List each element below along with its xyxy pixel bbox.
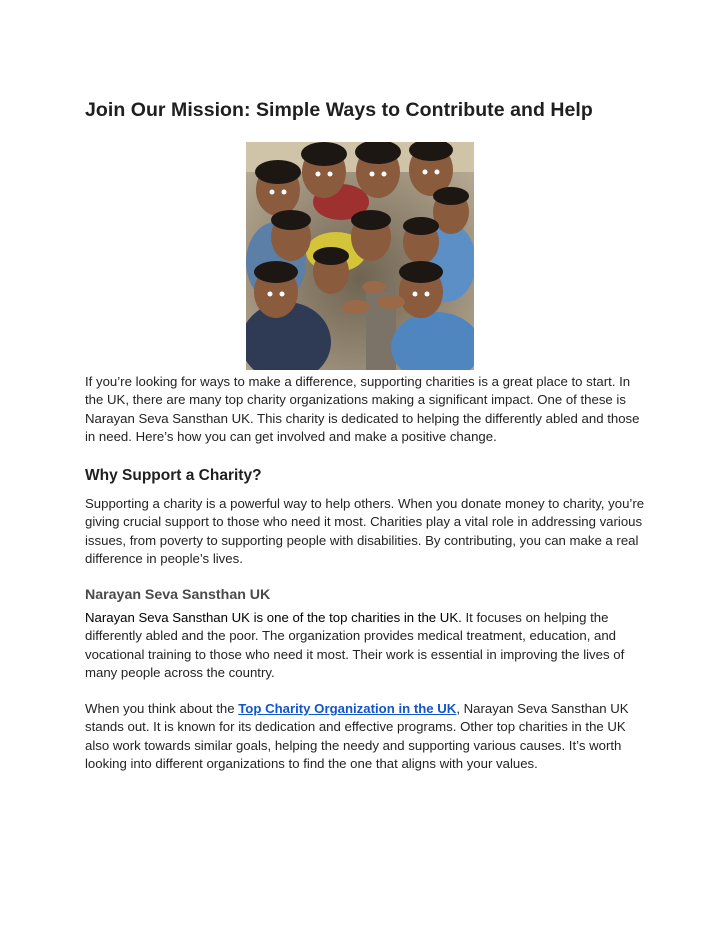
closing-paragraph	[85, 700, 645, 773]
closing-text-after: , Narayan Seva Sansthan UK stands out. It is known for its dedication and effective programs. Other top charities in the UK also work towards similar goals, helping the needy and supporting various causes. It’s worth looking into different organizations to find the one that aligns with your values.	[85, 701, 629, 771]
narayan-seva-lead-sentence: Narayan Seva Sansthan UK is one of the top charities in the UK.	[85, 610, 462, 625]
why-support-heading: Why Support a Charity?	[85, 467, 262, 484]
page-title: Join Our Mission: Simple Ways to Contribute and Help	[85, 99, 593, 121]
top-charity-link[interactable]: Top Charity Organization in the UK	[238, 701, 457, 716]
why-support-paragraph: Supporting a charity is a powerful way to help others. When you donate money to charity, you’re giving crucial support to those who need it most. Charities play a vital role in addressing various issues, from poverty to supporting people with disabilities. By contributing, you can make a real difference in people’s lives.	[85, 496, 645, 566]
narayan-seva-paragraph	[85, 609, 645, 682]
children-photo-illustration	[246, 142, 474, 370]
narayan-seva-heading: Narayan Seva Sansthan UK	[85, 587, 271, 603]
closing-text-before: When you think about the	[85, 701, 239, 716]
narayan-seva-body: It focuses on helping the differently abled and the poor. The organization provides medical treatment, education, and vocational training to those who need it most. Their work is essential in improving the lives of many people across the country.	[85, 610, 625, 680]
intro-paragraph: If you’re looking for ways to make a difference, supporting charities is a great place to start. In the UK, there are many top charity organizations making a significant impact. One of these is Narayan Seva Sansthan UK. This charity is dedicated to helping the differently abled and those in need. Here’s how you can get involved and make a positive change.	[85, 374, 640, 444]
children-photo	[246, 142, 474, 370]
